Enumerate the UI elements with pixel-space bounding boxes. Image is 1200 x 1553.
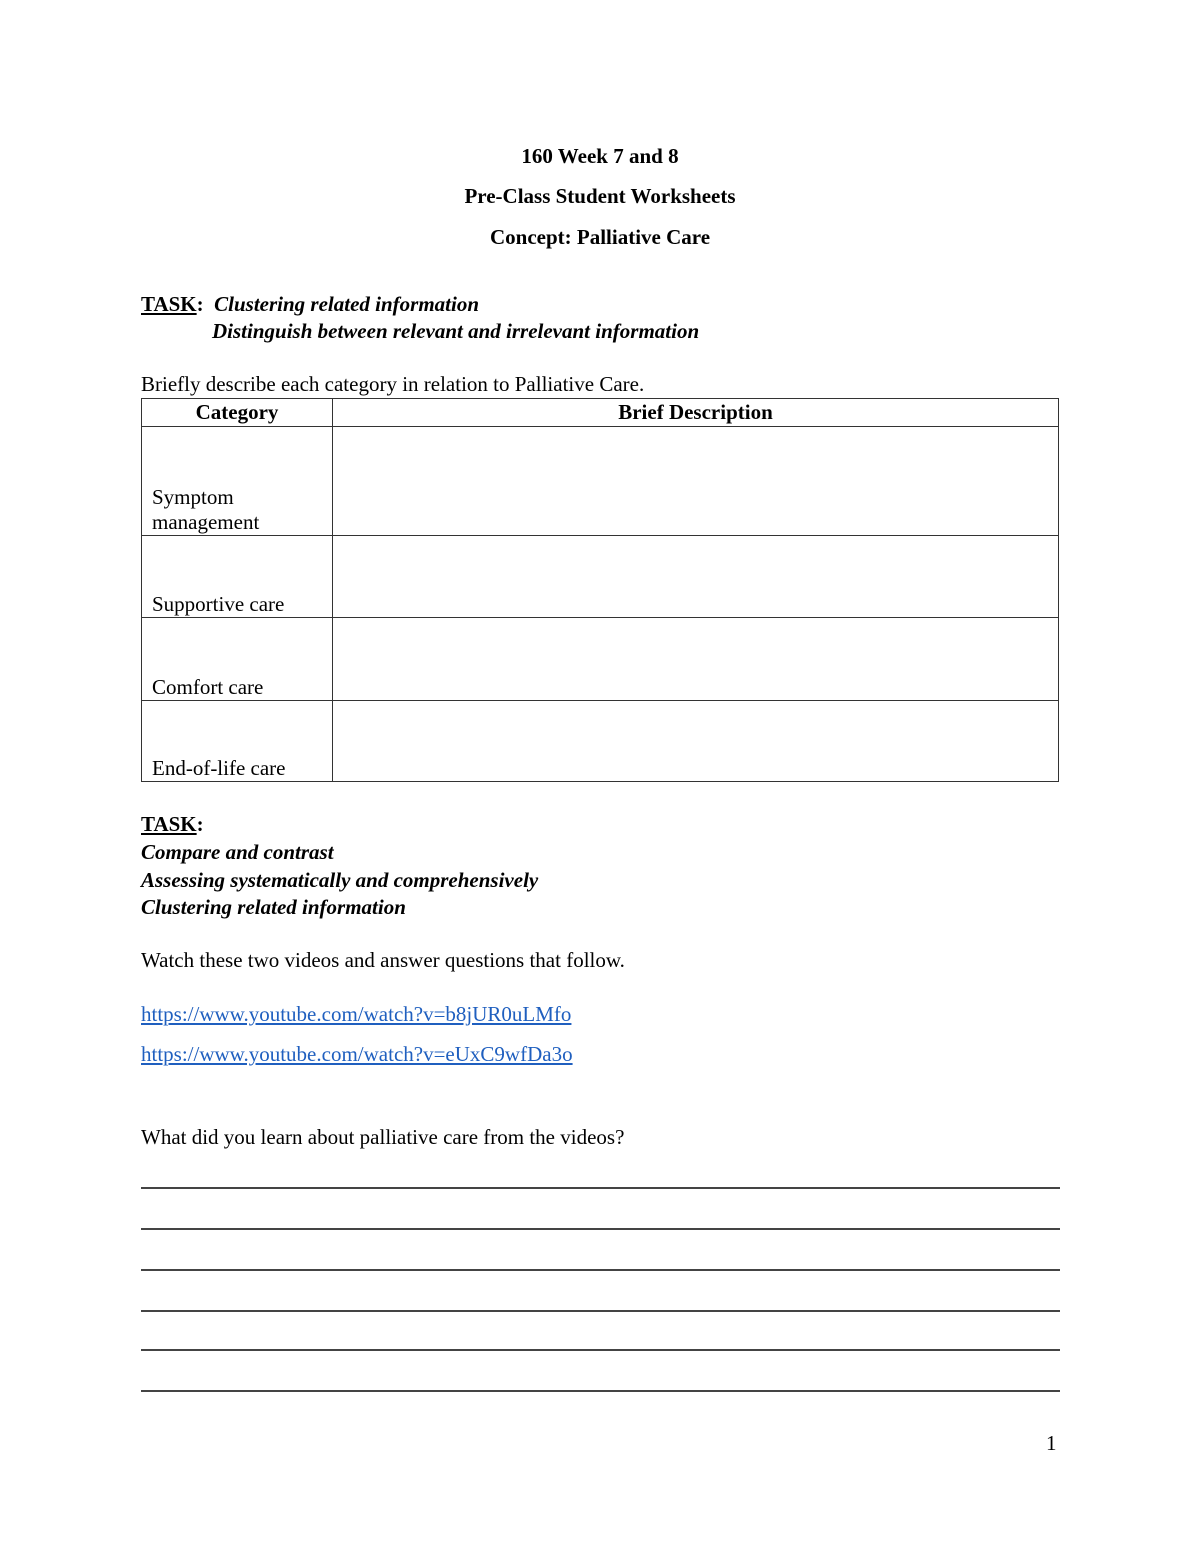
task2-label: TASK [141,812,197,836]
answer-line-1[interactable] [141,1187,1060,1189]
task1-heading [141,292,479,317]
title-concept: Concept: Palliative Care [489,225,711,249]
category-cell: Comfort care [142,618,333,701]
task2-item-3: Clustering related information [141,895,406,919]
task1-colon: : [196,292,204,316]
table-row [142,618,1059,701]
category-cell: Symptom management [142,427,333,536]
description-cell[interactable] [333,701,1059,782]
table-row [142,536,1059,618]
table-row [142,701,1059,782]
answer-line-5[interactable] [141,1349,1060,1351]
title-course-week: 160 Week 7 and 8 [521,144,679,168]
header-category: Category [142,399,333,427]
video-link-1[interactable]: https://www.youtube.com/watch?v=b8jUR0uLMfo [141,1002,572,1026]
task2-colon: : [196,812,204,836]
answer-line-3[interactable] [141,1269,1060,1271]
answer-line-4[interactable] [141,1310,1060,1312]
description-cell[interactable] [333,427,1059,536]
task1-instruction: Briefly describe each category in relation to Palliative Care. [141,372,645,396]
task2-instruction: Watch these two videos and answer questions that follow. [141,948,625,972]
category-cell: End-of-life care [142,701,333,782]
answer-line-2[interactable] [141,1228,1060,1230]
task1-item-2: Distinguish between relevant and irrelevant information [212,319,700,343]
task2-item-1: Compare and contrast [141,840,334,864]
task2-heading [141,812,204,837]
category-table [141,398,1059,782]
task1-item-1: Clustering related information [214,292,480,316]
answer-line-6[interactable] [141,1390,1060,1392]
title-worksheet: Pre-Class Student Worksheets [464,184,736,208]
question-text: What did you learn about palliative care from the videos? [141,1125,625,1149]
video-link-2[interactable]: https://www.youtube.com/watch?v=eUxC9wfDa3o [141,1042,573,1066]
header-brief-description: Brief Description [333,399,1059,427]
description-cell[interactable] [333,618,1059,701]
task1-label: TASK [141,292,197,316]
table-header-row [142,399,1059,427]
page-number: 1 [1046,1431,1057,1455]
table-row [142,427,1059,536]
category-cell: Supportive care [142,536,333,618]
description-cell[interactable] [333,536,1059,618]
task2-item-2: Assessing systematically and comprehensively [141,868,539,892]
